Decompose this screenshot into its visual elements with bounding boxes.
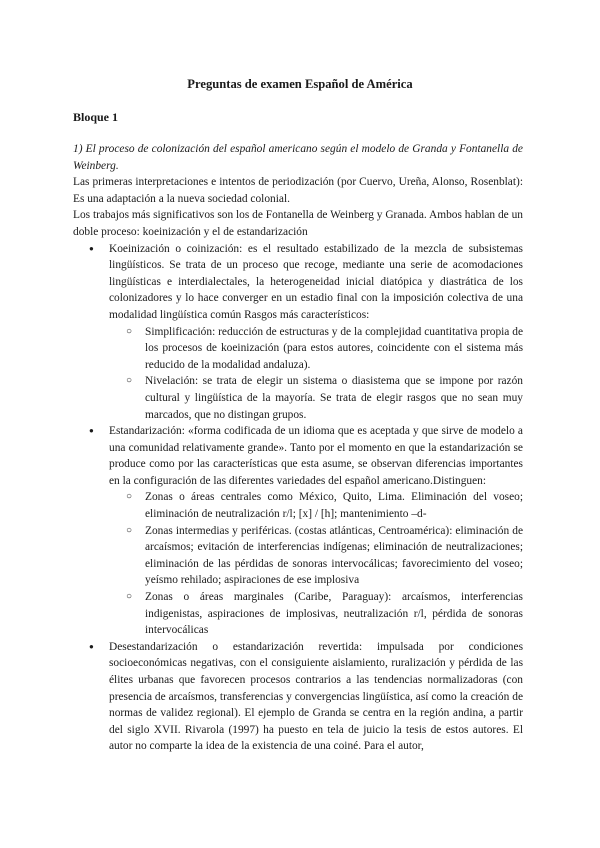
sub-bullet-item: ○ Zonas intermedias y periféricas. (costas atlánticas, Centroamérica): eliminación de arcaísmos; evitación de interferencias indígenas; eliminación de neutralizaciones; eliminación de las pérdidas de sonoras intervocálicas; favorecimiento del voseo; yeísmo rehilado; aspiraciones de ese implosiva bbox=[109, 523, 523, 589]
bullet-text: Estandarización: «forma codificada de un idioma que es aceptada y que sirve de modelo a una comunidad relativamente grande». Tanto por el momento en que la estandarización se produce como por las características que esta asume, se observan diferencias importantes en la configuración de las diferentes variedades del español americano.Distinguen: bbox=[109, 425, 523, 487]
bullet-text: Koeinización o coinización: es el resultado estabilizado de la mezcla de subsistemas lingüísticos. Se trata de un proceso que recoge, mediante una serie de acomodaciones lingüísticas e interdialectales, la heterogeneidad inicial diatópica y diastrática de los colonizadores y lo hace converger en un estadio final con la imposición colectiva de una modalidad lingüística común Rasgos más característicos: bbox=[109, 242, 523, 321]
main-bullet-list bbox=[73, 241, 523, 755]
bullet-item bbox=[73, 423, 523, 639]
sub-bullet-list bbox=[109, 324, 523, 424]
paragraph: Las primeras interpretaciones e intentos de periodización (por Cuervo, Ureña, Alonso, Rosenblat): Es una adaptación a la nueva sociedad colonial. bbox=[73, 176, 523, 205]
section-heading: Bloque 1 bbox=[73, 110, 119, 124]
bullet-item bbox=[73, 241, 523, 424]
bullet-text: Desestandarización o estandarización revertida: impulsada por condiciones socioeconómicas negativas, con el consiguiente aislamiento, ruralización y pérdida de las élites urbanas que favorecen procesos contrarios a las tendencias normalizadoras (con presencia de arcaísmos, transferencias y convergencias lingüística, así como la creación de normas de validez regional). El ejemplo de Granda se centra en la región andina, a partir del siglo XVII. Rivarola (1997) ha puesto en tela de juicio la tesis de estos autores. El autor no comparte la idea de la existencia de una coiné. Para el autor, bbox=[109, 640, 523, 753]
bullet-item bbox=[73, 639, 523, 755]
document-body bbox=[73, 141, 523, 755]
sub-bullet-item: ○ Nivelación: se trata de elegir un sistema o diasistema que se impone por razón cultural y lingüística de la mayoría. Se trata de elegir rasgos que no sean muy marcados, que no distingan grupos. bbox=[109, 373, 523, 423]
page-title: Preguntas de examen Español de América bbox=[187, 77, 413, 91]
sub-bullet-item: ○ Zonas o áreas centrales como México, Quito, Lima. Eliminación del voseo; eliminación de neutralización r/l; [x] / [h]; mantenimiento –d- bbox=[109, 489, 523, 522]
sub-bullet-item: ○ Zonas o áreas marginales (Caribe, Paraguay): arcaísmos, interferencias indigenistas, aspiraciones de implosivas, neutralización r/l, pérdida de sonoras intervocálicas bbox=[109, 589, 523, 639]
paragraph: Los trabajos más significativos son los de Fontanella de Weinberg y Granada. Ambos hablan de un doble proceso: koeinización y el de estandarización bbox=[73, 209, 523, 238]
question-text: 1) El proceso de colonización del español americano según el modelo de Granda y Fontanella de Weinberg. bbox=[73, 143, 523, 172]
sub-bullet-item: ○ Simplificación: reducción de estructuras y de la complejidad cuantitativa propia de los procesos de koeinización (para estos autores, coincidente con el sistema más reducido de la modalidad andaluza). bbox=[109, 324, 523, 374]
sub-bullet-list bbox=[109, 489, 523, 638]
